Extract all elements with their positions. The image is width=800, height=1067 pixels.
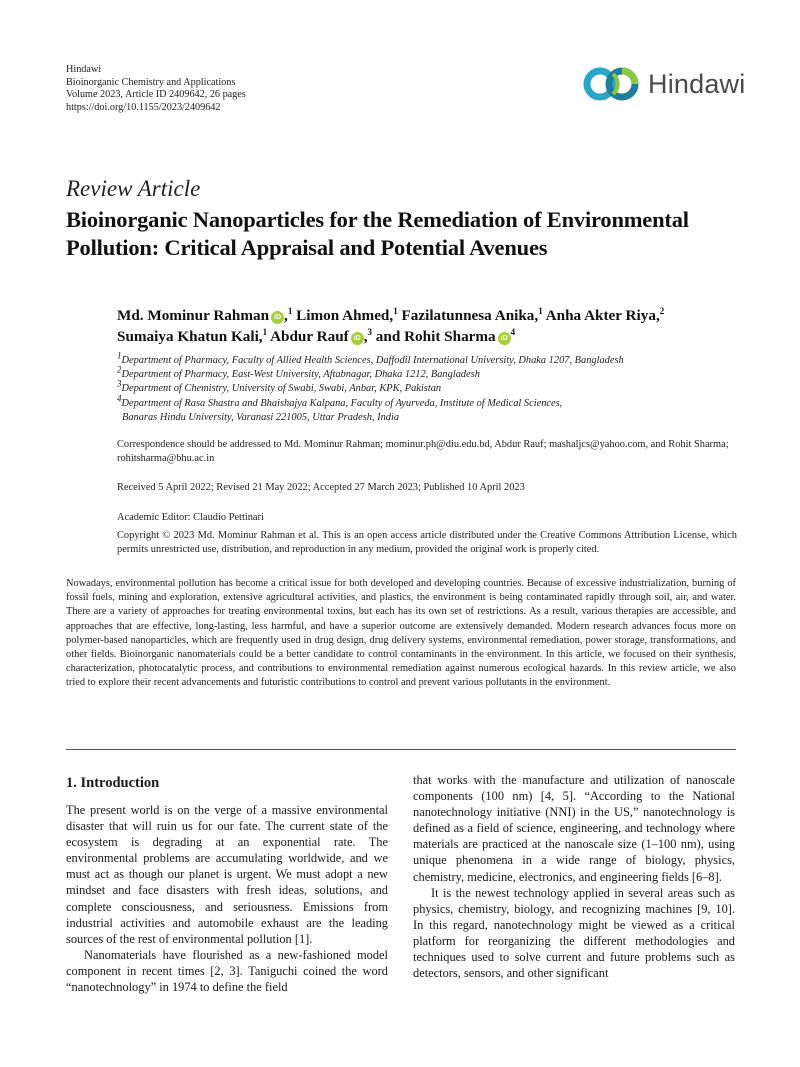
affiliation-marker: 2 <box>659 305 665 316</box>
section-heading-introduction: 1. Introduction <box>66 775 160 791</box>
column-right <box>413 772 735 981</box>
intro-paragraph-2: Nanomaterials have flourished as a new-fashioned model component in recent times [2, 3]. Taniguchi coined the word “nanotechnology” in 1974 to define the field <box>66 947 388 995</box>
correspondence: Correspondence should be addressed to Md. Mominur Rahman; mominur.ph@diu.edu.bd, Abdur Rauf; mashaljcs@yahoo.com, and Rohit Sharma; rohitsharma@bhu.ac.in <box>117 439 729 465</box>
publication-dates: Received 5 April 2022; Revised 21 May 2022; Accepted 27 March 2023; Published 10 April 2023 <box>117 482 525 493</box>
author-name[interactable]: Sumaiya Khatun Kali <box>117 328 259 345</box>
author-name[interactable]: Anha Akter Riya <box>545 307 656 324</box>
affiliation-number: 4 <box>117 393 122 404</box>
affiliation-text: Department of Rasa Shastra and Bhaishajya Kalpana, Faculty of Ayurveda, Institute of Medical Sciences, <box>121 397 563 409</box>
affiliation-marker: 1 <box>262 326 268 337</box>
article-type: Review Article <box>66 176 201 201</box>
copyright-notice: Copyright © 2023 Md. Mominur Rahman et al. This is an open access article distributed under the Creative Commons Attribution License, which permits unrestricted use, distribution, and reproduction in any medium, provided the original work is properly cited. <box>117 530 737 556</box>
affiliation-number: 3 <box>117 378 122 389</box>
logo-wordmark: Hindawi <box>648 68 746 99</box>
hindawi-logo-icon <box>582 64 644 104</box>
affiliation-list <box>117 350 757 425</box>
affiliation-text: Department of Pharmacy, East-West University, Aftabnagar, Dhaka 1212, Bangladesh <box>121 369 480 381</box>
intro-paragraph-1: The present world is on the verge of a massive environmental disaster that will ruin us for our fate. The current state of the ecosystem is degrading at an exponential rate. The environmental problems are accumulating worldwide, and we must act as though our planet is urgent. We must adopt a new mindset and face disasters with fresh ideas, solutions, and complete consciousness, and seriousness. Emissions from industrial activities and automobile exhaust are the leading sources of the rest of environmental pollution [1]. <box>66 803 388 946</box>
orcid-icon[interactable]: iD <box>351 332 364 345</box>
affiliation-item <box>117 393 757 411</box>
publisher-name: Hindawi <box>66 64 102 75</box>
journal-meta <box>66 64 246 114</box>
hindawi-logo[interactable] <box>582 64 745 104</box>
journal-name: Bioinorganic Chemistry and Applications <box>66 76 236 88</box>
affiliation-text: Department of Pharmacy, Faculty of Allied Health Sciences, Daffodil International University, Dhaka 1207, Bangladesh <box>121 355 624 366</box>
academic-editor: Academic Editor: Claudio Pettinari <box>117 512 264 523</box>
author-name[interactable]: Fazilatunnesa Anika <box>401 307 535 324</box>
affiliation-marker: 3 <box>367 326 372 337</box>
orcid-icon[interactable]: iD <box>271 311 284 324</box>
affiliation-item <box>117 364 757 382</box>
divider <box>66 749 736 750</box>
author-name[interactable]: Limon Ahmed <box>296 307 390 324</box>
abstract: Nowadays, environmental pollution has become a critical issue for both developed and developing countries. Because of excessive industrialization, burning of fossil fuels, mining and exploration, extensive agricultural activities, and plastics, the environment is being contaminated rapidly through soil, air, and water. There are a variety of approaches for treating environmental toxins, but each has its own set of restrictions. As a result, various therapies are accessible, and approaches that are effective, long-lasting, less harmful, and have a superior outcome are extensively demanded. Modern research advances focus more on polymer-based nanoparticles, which are frequently used in drug design, drug delivery systems, environmental remediation, power storage, transformations, and other fields. Bioinorganic nanomaterials could be a better candidate to control contaminants in the environment. In this article, we focused on their synthesis, characterization, photocatalytic process, and contributions to environmental remediation against numerous ecological hazards. In this review article, we also tried to explore their recent advancements and futuristic contributions to control and prevent various pollutants in the environment. <box>66 578 736 689</box>
column-left <box>66 772 388 995</box>
author-name[interactable]: Abdur Rauf <box>270 328 349 345</box>
affiliation-text: Department of Chemistry, University of Swabi, Swabi, Anbar, KPK, Pakistan <box>121 383 442 395</box>
affiliation-number: 1 <box>117 350 122 361</box>
article-title: Bioinorganic Nanoparticles for the Remediation of Environmental Pollution: Critical Appraisal and Potential Avenues <box>66 207 689 260</box>
intro-paragraph-2-continued: that works with the manufacture and utilization of nanoscale components (100 nm) [4, 5]. “According to the National nanotechnology initiative (NNI) in the US,” nanotechnology is defined as a field of science, engineering, and technology where materials are practiced at the nanoscale size (1–100 nm), using unique phenomena in a wide range of biology, physics, chemistry, medicine, electronics, and engineering fields [6–8]. <box>413 773 735 884</box>
affiliation-item <box>117 378 757 396</box>
affiliation-marker: 1 <box>393 305 398 316</box>
affiliation-marker: 4 <box>510 326 516 337</box>
intro-paragraph-3: It is the newest technology applied in several areas such as physics, chemistry, biology, and recognizing machines [9, 10]. In this regard, nanotechnology might be viewed as a critical platform for reorganizing the different methodologies and techniques used to solve current and future problems such as detectors, sensors, and other significant <box>413 885 735 981</box>
author-name[interactable]: Rohit Sharma <box>404 328 496 345</box>
affiliation-marker: 1 <box>287 305 293 316</box>
affiliation-item <box>117 350 757 368</box>
affiliation-number: 2 <box>117 364 122 375</box>
author-list: Md. Mominur Rahman iD ,$^1$ Limon Ahmed,$^1$ Fazilatunnesa Anika,$^1$ Anha Akter Riya,$^2$ Sumaiya Khatun Kali,$^1$ Abdur Rauf iD ,$^3$ and Rohit Sharma $iD^4$ <box>117 305 665 345</box>
affiliation-continuation: Banaras Hindu University, Varanasi 221005, Uttar Pradesh, India <box>122 411 400 423</box>
affiliation-marker: 1 <box>538 305 543 316</box>
orcid-icon[interactable]: iD <box>498 332 511 345</box>
volume-line: Volume 2023, Article ID 2409642, 26 pages <box>66 89 246 101</box>
author-name[interactable]: Md. Mominur Rahman <box>117 307 270 324</box>
doi-link[interactable]: https://doi.org/10.1155/2023/2409642 <box>66 101 221 113</box>
